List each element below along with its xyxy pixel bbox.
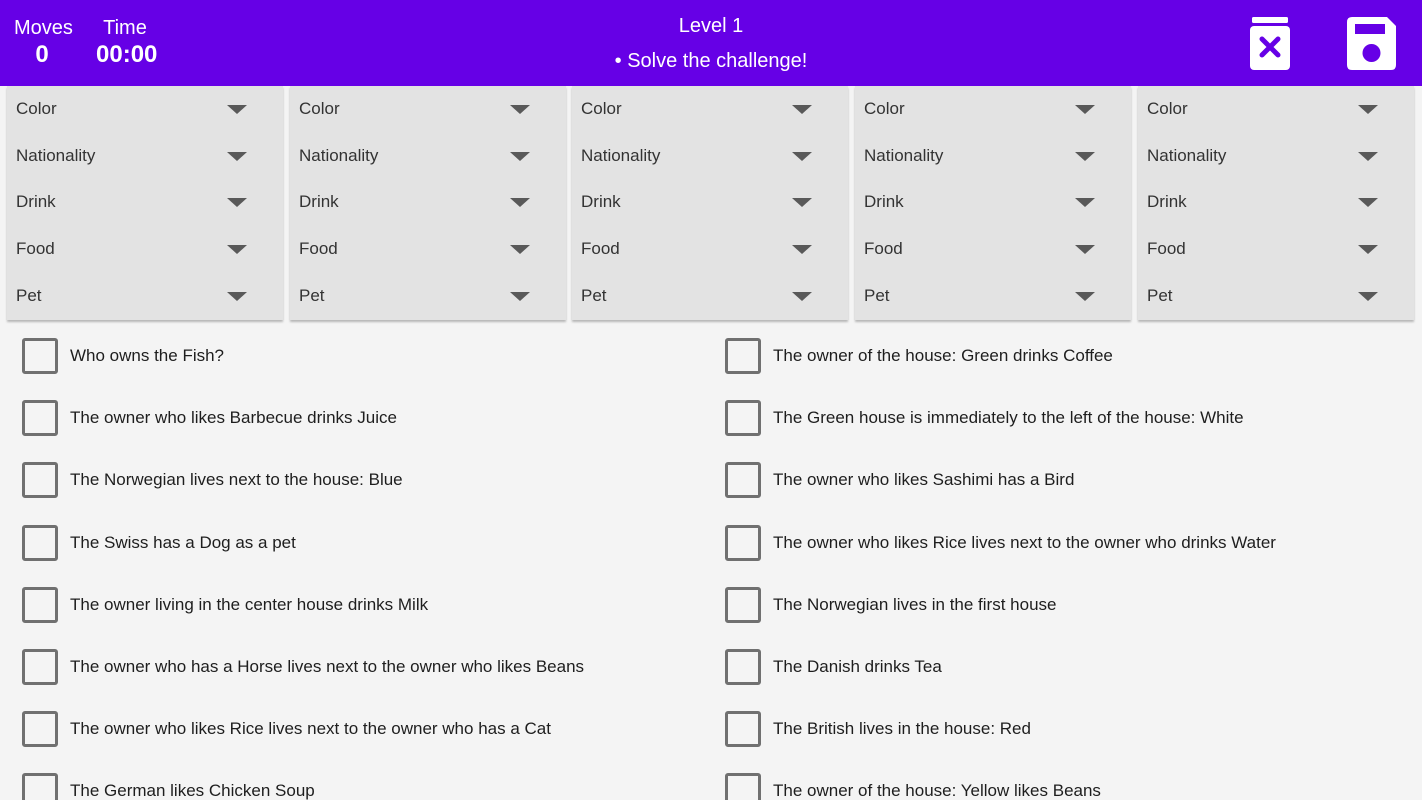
top-bar bbox=[0, 0, 1422, 86]
house-1-drink-select[interactable] bbox=[7, 179, 283, 225]
caret-down-icon bbox=[1075, 198, 1095, 207]
clue-item bbox=[725, 709, 1405, 749]
clue-item bbox=[22, 585, 702, 625]
caret-down-icon bbox=[1358, 152, 1378, 161]
caret-down-icon bbox=[510, 292, 530, 301]
clue-item bbox=[22, 709, 702, 749]
clue-item bbox=[725, 336, 1405, 376]
select-label: Color bbox=[299, 99, 340, 118]
clue-text: The Norwegian lives next to the house: Blue bbox=[70, 470, 403, 490]
clue-text: The British lives in the house: Red bbox=[773, 719, 1031, 739]
caret-down-icon bbox=[1075, 245, 1095, 254]
clue-item bbox=[725, 523, 1405, 563]
moves-value: 0 bbox=[35, 41, 49, 68]
clue-item bbox=[725, 398, 1405, 438]
clue-text: The German likes Chicken Soup bbox=[70, 781, 315, 800]
caret-down-icon bbox=[1358, 292, 1378, 301]
clue-text: The owner of the house: Yellow likes Beans bbox=[773, 781, 1101, 800]
select-label: Nationality bbox=[1147, 145, 1227, 165]
clue-text: The owner of the house: Green drinks Coffee bbox=[773, 346, 1113, 365]
clue-item bbox=[22, 460, 702, 500]
select-label: Color bbox=[16, 99, 57, 118]
select-label: Food bbox=[864, 239, 903, 259]
house-4-food-select[interactable] bbox=[855, 226, 1131, 272]
select-label: Color bbox=[864, 99, 905, 118]
caret-down-icon bbox=[227, 245, 247, 254]
clue-checkbox[interactable] bbox=[22, 711, 58, 747]
clue-item bbox=[725, 585, 1405, 625]
caret-down-icon bbox=[227, 292, 247, 301]
clue-text: The Swiss has a Dog as a pet bbox=[70, 532, 296, 552]
clue-checkbox[interactable] bbox=[725, 711, 761, 747]
houses-grid bbox=[0, 86, 1422, 322]
house-2-color-select[interactable] bbox=[290, 86, 566, 132]
clue-checkbox[interactable] bbox=[725, 773, 761, 800]
moves-counter bbox=[14, 16, 73, 70]
select-label: Nationality bbox=[299, 145, 379, 165]
moves-label: Moves bbox=[14, 17, 73, 39]
house-3-nationality-select[interactable] bbox=[572, 133, 848, 179]
clue-item bbox=[22, 771, 702, 800]
house-5-color-select[interactable] bbox=[1138, 86, 1414, 132]
clue-checkbox[interactable] bbox=[725, 338, 761, 374]
house-1-food-select[interactable] bbox=[7, 226, 283, 272]
house-column-1 bbox=[7, 86, 283, 320]
house-1-color-select[interactable] bbox=[7, 86, 283, 132]
trash-x-icon bbox=[1240, 14, 1300, 74]
house-column-2 bbox=[290, 86, 566, 320]
clue-checkbox[interactable] bbox=[725, 649, 761, 685]
select-label: Drink bbox=[1147, 192, 1187, 212]
level-subtitle: • Solve the challenge! bbox=[614, 50, 808, 72]
house-column-4 bbox=[855, 86, 1131, 320]
time-value: 00:00 bbox=[96, 41, 158, 68]
select-label: Food bbox=[1147, 239, 1186, 259]
select-label: Color bbox=[1147, 99, 1188, 118]
clue-item bbox=[22, 336, 702, 376]
select-label: Food bbox=[16, 239, 55, 259]
house-column-5 bbox=[1138, 86, 1414, 320]
clue-text: The Danish drinks Tea bbox=[773, 657, 942, 676]
clue-text: The owner who has a Horse lives next to the owner who likes Beans bbox=[70, 657, 585, 676]
caret-down-icon bbox=[1075, 292, 1095, 301]
clue-text: The owner who likes Barbecue drinks Juice bbox=[70, 408, 397, 428]
clue-checkbox[interactable] bbox=[22, 338, 58, 374]
clues-list bbox=[0, 322, 1422, 800]
caret-down-icon bbox=[1358, 198, 1378, 207]
house-4-drink-select[interactable] bbox=[855, 179, 1131, 225]
house-5-pet-select[interactable] bbox=[1138, 273, 1414, 319]
caret-down-icon bbox=[1075, 152, 1095, 161]
house-3-pet-select[interactable] bbox=[572, 273, 848, 319]
clear-button[interactable] bbox=[1240, 14, 1300, 74]
clue-checkbox[interactable] bbox=[22, 462, 58, 498]
clue-item bbox=[22, 523, 702, 563]
house-2-drink-select[interactable] bbox=[290, 179, 566, 225]
save-button[interactable] bbox=[1341, 14, 1401, 74]
clue-text: The owner who likes Sashimi has a Bird bbox=[773, 470, 1075, 490]
clue-checkbox[interactable] bbox=[725, 525, 761, 561]
select-label: Pet bbox=[864, 285, 890, 305]
caret-down-icon bbox=[1358, 245, 1378, 254]
house-3-food-select[interactable] bbox=[572, 226, 848, 272]
clue-text: The owner who likes Rice lives next to the owner who has a Cat bbox=[70, 719, 551, 739]
clue-checkbox[interactable] bbox=[725, 400, 761, 436]
clue-item bbox=[725, 771, 1405, 800]
caret-down-icon bbox=[227, 152, 247, 161]
clue-item bbox=[725, 647, 1405, 687]
timer bbox=[96, 16, 158, 70]
select-label: Drink bbox=[16, 192, 56, 212]
select-label: Drink bbox=[864, 192, 904, 212]
clue-text: The Norwegian lives in the first house bbox=[773, 594, 1057, 614]
select-label: Food bbox=[299, 239, 338, 259]
caret-down-icon bbox=[792, 292, 812, 301]
clue-text: The owner who likes Rice lives next to the owner who drinks Water bbox=[773, 532, 1276, 552]
house-5-drink-select[interactable] bbox=[1138, 179, 1414, 225]
house-5-food-select[interactable] bbox=[1138, 226, 1414, 272]
caret-down-icon bbox=[227, 198, 247, 207]
house-4-nationality-select[interactable] bbox=[855, 133, 1131, 179]
house-3-drink-select[interactable] bbox=[572, 179, 848, 225]
house-2-nationality-select[interactable] bbox=[290, 133, 566, 179]
caret-down-icon bbox=[510, 152, 530, 161]
select-label: Nationality bbox=[864, 145, 944, 165]
caret-down-icon bbox=[227, 105, 247, 114]
caret-down-icon bbox=[792, 198, 812, 207]
select-label: Nationality bbox=[16, 145, 96, 165]
time-label: Time bbox=[103, 17, 147, 39]
clue-item bbox=[725, 460, 1405, 500]
level-title: Level 1 bbox=[678, 15, 744, 37]
clue-text: Who owns the Fish? bbox=[70, 346, 225, 365]
select-label: Nationality bbox=[581, 145, 661, 165]
house-2-pet-select[interactable] bbox=[290, 273, 566, 319]
caret-down-icon bbox=[792, 105, 812, 114]
select-label: Pet bbox=[581, 285, 607, 305]
caret-down-icon bbox=[510, 245, 530, 254]
clue-text: The owner living in the center house drinks Milk bbox=[70, 594, 429, 614]
house-2-food-select[interactable] bbox=[290, 226, 566, 272]
clue-text: The Green house is immediately to the left of the house: White bbox=[773, 408, 1244, 428]
select-label: Pet bbox=[16, 285, 42, 305]
clue-checkbox[interactable] bbox=[725, 587, 761, 623]
select-label: Drink bbox=[299, 192, 339, 212]
clue-checkbox[interactable] bbox=[22, 649, 58, 685]
select-label: Color bbox=[581, 99, 622, 118]
caret-down-icon bbox=[792, 152, 812, 161]
house-3-color-select[interactable] bbox=[572, 86, 848, 132]
clue-item bbox=[22, 398, 702, 438]
caret-down-icon bbox=[1358, 105, 1378, 114]
floppy-disk-icon bbox=[1341, 14, 1401, 74]
select-label: Drink bbox=[581, 192, 621, 212]
caret-down-icon bbox=[1075, 105, 1095, 114]
house-4-pet-select[interactable] bbox=[855, 273, 1131, 319]
caret-down-icon bbox=[792, 245, 812, 254]
house-1-nationality-select[interactable] bbox=[7, 133, 283, 179]
house-column-3 bbox=[572, 86, 848, 320]
clue-checkbox[interactable] bbox=[22, 773, 58, 800]
select-label: Pet bbox=[299, 285, 325, 305]
clue-checkbox[interactable] bbox=[22, 587, 58, 623]
caret-down-icon bbox=[510, 105, 530, 114]
house-5-nationality-select[interactable] bbox=[1138, 133, 1414, 179]
house-1-pet-select[interactable] bbox=[7, 273, 283, 319]
clue-checkbox[interactable] bbox=[22, 525, 58, 561]
select-label: Food bbox=[581, 239, 620, 259]
clue-item bbox=[22, 647, 702, 687]
clue-checkbox[interactable] bbox=[22, 400, 58, 436]
caret-down-icon bbox=[510, 198, 530, 207]
clue-checkbox[interactable] bbox=[725, 462, 761, 498]
select-label: Pet bbox=[1147, 285, 1173, 305]
house-4-color-select[interactable] bbox=[855, 86, 1131, 132]
